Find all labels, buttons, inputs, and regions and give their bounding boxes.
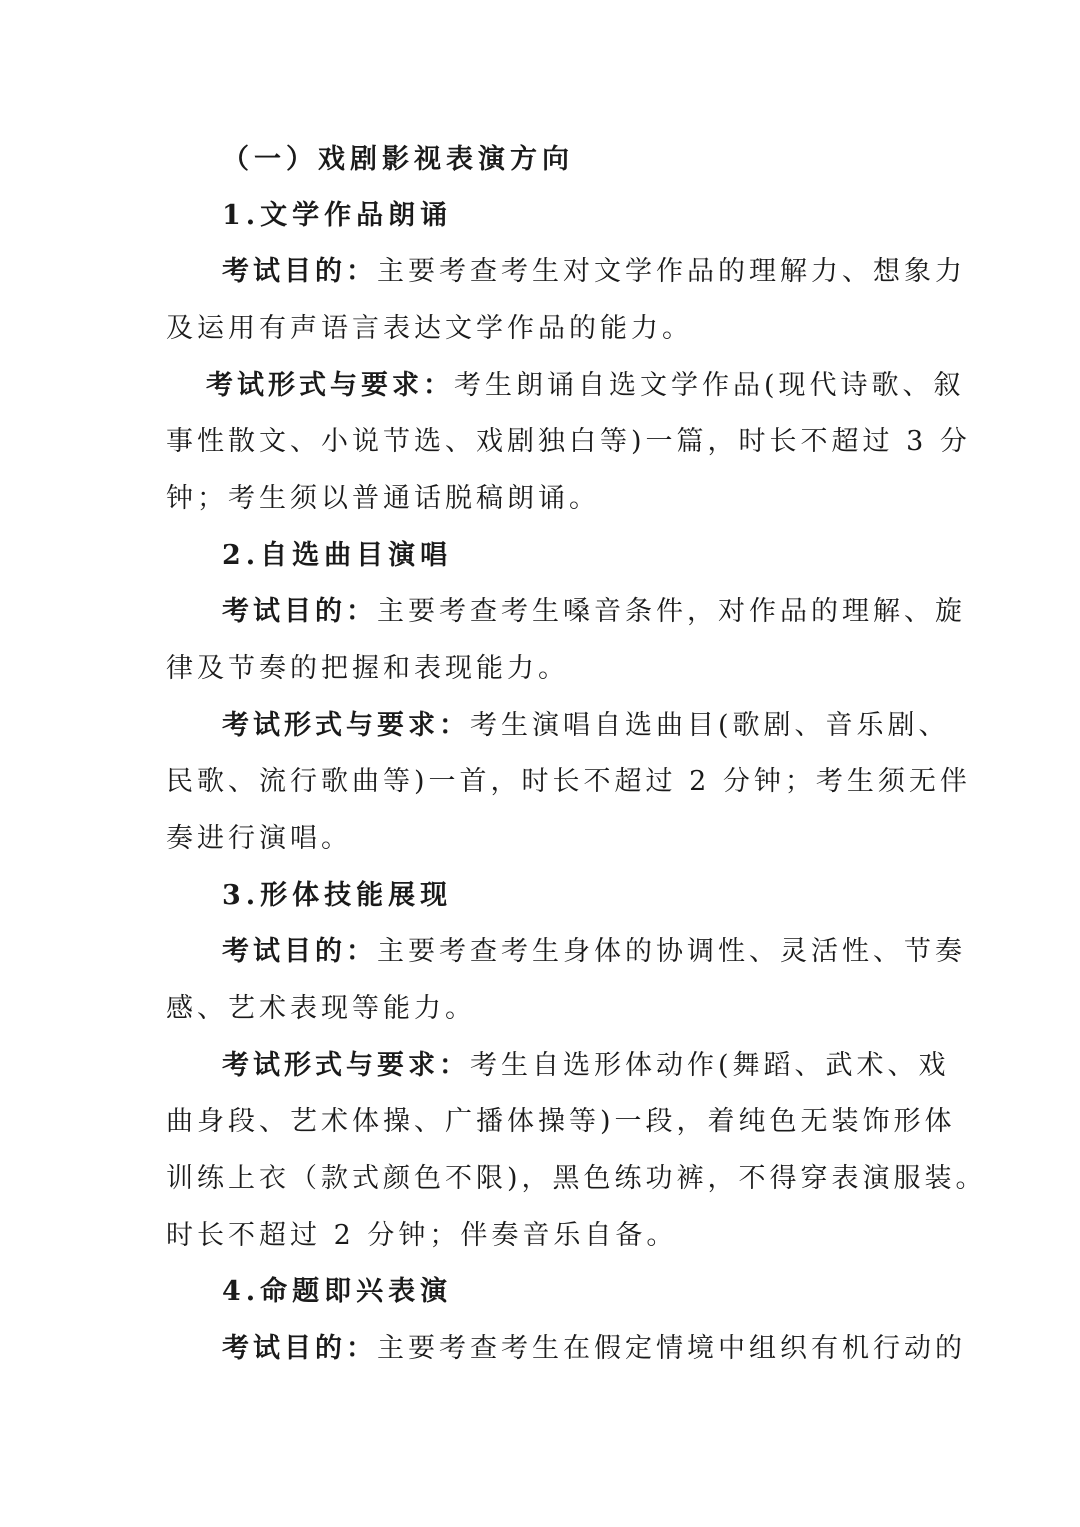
purpose-line: 及运用有声语言表达文学作品的能力。 <box>166 313 693 344</box>
form-line: 钟；考生须以普通话脱稿朗诵。 <box>166 483 600 514</box>
purpose-line <box>222 1331 966 1367</box>
form-line: 奏进行演唱。 <box>166 823 352 854</box>
form-line <box>206 368 965 404</box>
item-heading-4: 4.命题即兴表演 <box>222 1276 453 1307</box>
purpose-label: 考试目的： <box>222 256 377 287</box>
purpose-text: 主要考查考生嗓音条件，对作品的理解、旋 <box>377 596 966 627</box>
item-heading-1: 1.文学作品朗诵 <box>222 200 453 231</box>
form-label: 考试形式与要求： <box>222 710 470 741</box>
item-heading-3: 3.形体技能展现 <box>222 880 453 911</box>
form-line: 曲身段、艺术体操、广播体操等)一段，着纯色无装饰形体 <box>166 1106 956 1137</box>
purpose-line <box>222 934 966 970</box>
purpose-text: 主要考查考生对文学作品的理解力、想象力 <box>377 256 966 287</box>
form-line: 时长不超过 2 分钟；伴奏音乐自备。 <box>166 1220 678 1251</box>
purpose-line <box>222 594 966 630</box>
form-label: 考试形式与要求： <box>206 370 454 401</box>
form-line <box>222 708 950 744</box>
form-text: 考生演唱自选曲目(歌剧、音乐剧、 <box>470 710 950 741</box>
form-text: 考生朗诵自选文学作品(现代诗歌、叙 <box>454 370 965 401</box>
purpose-line <box>222 254 966 290</box>
form-label: 考试形式与要求： <box>222 1050 470 1081</box>
purpose-line: 感、艺术表现等能力。 <box>166 993 476 1024</box>
form-line <box>222 1048 950 1084</box>
purpose-label: 考试目的： <box>222 936 377 967</box>
form-line: 民歌、流行歌曲等)一首，时长不超过 2 分钟；考生须无伴 <box>166 766 971 797</box>
purpose-label: 考试目的： <box>222 596 377 627</box>
purpose-label: 考试目的： <box>222 1333 377 1364</box>
purpose-text: 主要考查考生在假定情境中组织有机行动的 <box>377 1333 966 1364</box>
section-title: （一）戏剧影视表演方向 <box>222 144 574 175</box>
form-line: 训练上衣（款式颜色不限)，黑色练功裤，不得穿表演服装。 <box>166 1163 987 1194</box>
item-heading-2: 2.自选曲目演唱 <box>222 540 453 571</box>
form-line: 事性散文、小说节选、戏剧独白等)一篇，时长不超过 3 分 <box>166 426 971 457</box>
purpose-text: 主要考查考生身体的协调性、灵活性、节奏 <box>377 936 966 967</box>
form-text: 考生自选形体动作(舞蹈、武术、戏 <box>470 1050 950 1081</box>
purpose-line: 律及节奏的把握和表现能力。 <box>166 653 569 684</box>
